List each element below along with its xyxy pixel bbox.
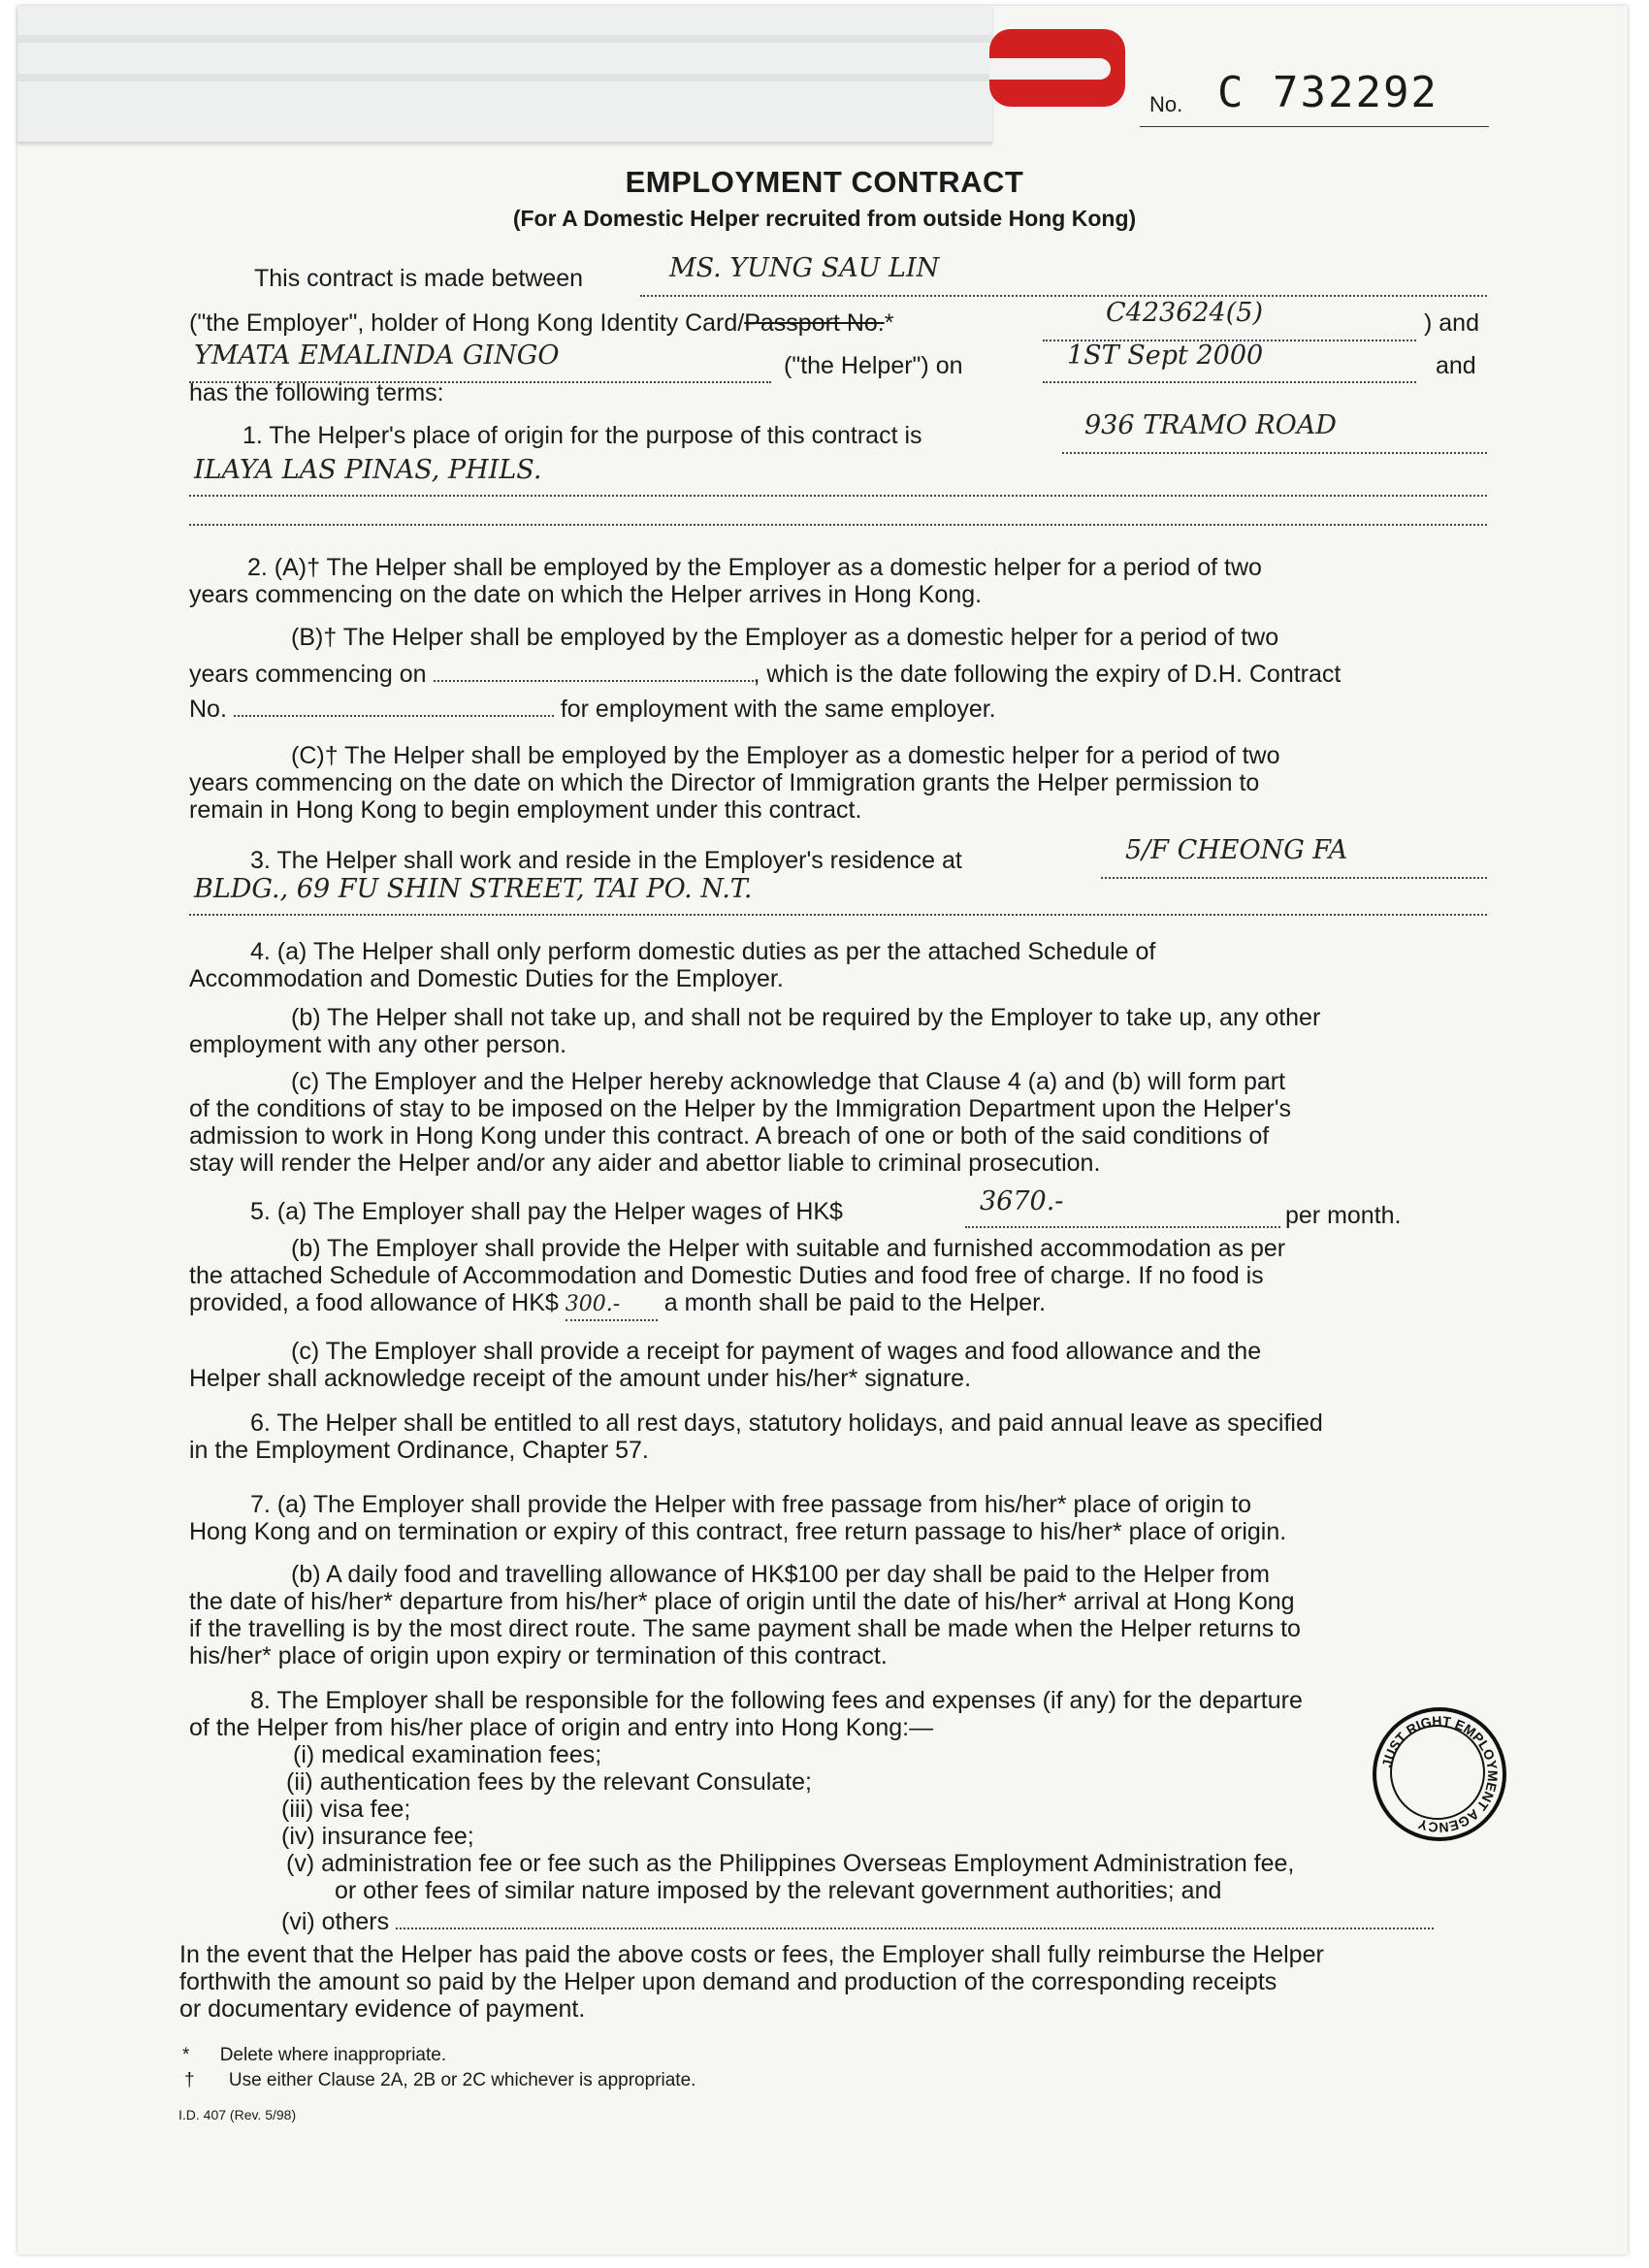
the-helper-on-text: ("the Helper") on [784,352,963,379]
employer-id-number: C423624(5) [1106,298,1263,328]
no-text: No. [189,696,227,723]
clause-1-text: 1. The Helper's place of origin for the purpose of this contract is [242,422,922,449]
commencing-on-text: years commencing on [189,661,427,688]
stamp-text [1376,1711,1503,1837]
clause-4b-line-1: (b) The Helper shall not take up, and shall not be required by the Employer to take up, any other [291,1004,1321,1031]
fee-item-v-line-1: (v) administration fee or fee such as the Philippines Overseas Employment Administration fee, [286,1850,1295,1877]
intro-line-2 [189,308,893,338]
footnote-clause [184,2070,695,2091]
fee-item-i: (i) medical examination fees; [293,1741,602,1768]
svg-text:JUST RIGHT EMPLOYMENT AGENCY [1379,1713,1502,1835]
clause-4b-line-2: employment with any other person. [189,1031,567,1058]
origin-line-c [189,524,1487,526]
stamp-text-path: JUST RIGHT EMPLOYMENT AGENCY [1378,1712,1502,1836]
origin-address-b: ILAYA LAS PINAS, PHILS. [194,455,542,485]
employer-name-line [640,295,1487,297]
paid-to-helper-text: a month shall be paid to the Helper. [663,1289,1047,1316]
clause-2b-line-2 [189,660,1341,689]
clause-3-text: 3. The Helper shall work and reside in the Employer's residence at [250,847,962,874]
food-allowance-amount: 300.- [566,1290,658,1321]
clause-4c-line-3: admission to work in Hong Kong under this contract. A breach of one or both of the said conditions of [189,1122,1270,1150]
attached-label-strip [17,6,992,143]
wage-line [965,1226,1280,1228]
clause-5b-line-2: the attached Schedule of Accommodation and Domestic Duties and food free of charge. If no food is [189,1262,1264,1289]
clause-8-line-1: 8. The Employer shall be responsible for the following fees and expenses (if any) for the departure [250,1687,1303,1714]
clause-8-line-2: of the Helper from his/her place of origin and entry into Hong Kong:— [189,1714,934,1741]
holder-of-text: ("the Employer", holder of Hong Kong Identity Card/ [189,309,745,337]
others-blank [396,1928,1434,1929]
reimbursement-line-3: or documentary evidence of payment. [179,1995,586,2023]
date-line [1043,381,1416,383]
clause-5b-line-3 [189,1288,1046,1321]
fee-item-vi [281,1907,1434,1936]
clause-2b-line-3 [189,695,996,724]
reimbursement-line-1: In the event that the Helper has paid the above costs or fees, the Employer shall fully reimburse the Helper [179,1941,1324,1968]
others-text: (vi) others [281,1908,390,1935]
per-month-text: per month. [1285,1202,1402,1229]
residence-line-b [189,914,1487,916]
contract-no-blank [234,715,554,717]
same-employer-text: for employment with the same employer. [560,696,996,723]
clause-4c-line-2: of the conditions of stay to be imposed on the Helper by the Immigration Department upon the Helper's [189,1095,1291,1122]
footnote-star-mark: * [182,2045,190,2065]
clause-6-line-1: 6. The Helper shall be entitled to all rest days, statutory holidays, and paid annual leave as specified [250,1409,1323,1437]
clause-7b-line-4: his/her* place of origin upon expiry or termination of this contract. [189,1642,888,1669]
footnote-delete-text: Delete where inappropriate. [219,2045,447,2065]
fee-item-ii: (ii) authentication fees by the relevant Consulate; [286,1768,812,1796]
clause-5c-line-1: (c) The Employer shall provide a receipt for payment of wages and food allowance and the [291,1338,1262,1365]
and-text-1: ) and [1424,309,1479,337]
residence-address-b: BLDG., 69 FU SHIN STREET, TAI PO. N.T. [194,874,753,904]
footnote-delete [182,2045,446,2066]
monthly-wage: 3670.- [980,1186,1064,1216]
clause-2b-line-1: (B)† The Helper shall be employed by the Employer as a domestic helper for a period of two [291,624,1279,651]
expiry-text: , which is the date following the expiry of D.H. Contract [753,661,1342,688]
clause-2c-line-2: years commencing on the date on which the Director of Immigration grants the Helper permission to [189,769,1260,796]
fee-item-iii: (iii) visa fee; [281,1796,411,1823]
strip-band [17,35,992,43]
clause-7b-line-1: (b) A daily food and travelling allowance of HK$100 per day shall be paid to the Helper from [291,1561,1270,1588]
fee-item-v-line-2: or other fees of similar nature imposed by the relevant government authorities; and [335,1877,1222,1904]
clause-5c-line-2: Helper shall acknowledge receipt of the amount under his/her* signature. [189,1365,972,1392]
clause-5a-line: 5. (a) The Employer shall pay the Helper wages of HK$ [250,1198,843,1225]
clause-5b-line-1: (b) The Employer shall provide the Helper with suitable and furnished accommodation as per [291,1235,1286,1262]
asterisk-mark: * [884,309,894,337]
origin-address-a: 936 TRAMO ROAD [1084,410,1337,440]
form-number: I.D. 407 (Rev. 5/98) [178,2107,297,2122]
clause-2c-line-1: (C)† The Helper shall be employed by the Employer as a domestic helper for a period of two [291,742,1280,769]
clause-7a-line-1: 7. (a) The Employer shall provide the Helper with free passage from his/her* place of origin to [250,1491,1251,1518]
clause-4a-line-1: 4. (a) The Helper shall only perform domestic duties as per the attached Schedule of [250,938,1156,965]
page-subtitle: (For A Domestic Helper recruited from outside Hong Kong) [512,206,1137,231]
helper-name: YMATA EMALINDA GINGO [194,340,560,371]
clause-2a-line-1: 2. (A)† The Helper shall be employed by the Employer as a domestic helper for a period of two [247,554,1262,581]
contract-date: 1ST Sept 2000 [1067,340,1264,371]
passport-struck-text: Passport No. [744,309,885,337]
clause-4c-line-1: (c) The Employer and the Helper hereby acknowledge that Clause 4 (a) and (b) will form part [291,1068,1286,1095]
fee-item-iv: (iv) insurance fee; [281,1823,474,1850]
residence-line-a [1101,877,1487,879]
origin-line-b [189,495,1487,497]
commencing-date-blank [434,680,754,682]
clause-2a-line-2: years commencing on the date on which the Helper arrives in Hong Kong. [189,581,983,608]
employer-name: MS. YUNG SAU LIN [669,253,940,283]
clause-7b-line-3: if the travelling is by the most direct route. The same payment shall be made when the Helper returns to [189,1615,1301,1642]
footnote-clause-text: Use either Clause 2A, 2B or 2C whichever is appropriate. [228,2070,696,2090]
made-between-text: This contract is made between [254,265,584,292]
clause-7b-line-2: the date of his/her* departure from his/her* place of origin until the date of his/her* arrival at Hong Kong [189,1588,1295,1615]
footnote-dagger-mark: † [184,2070,195,2090]
clause-7a-line-2: Hong Kong and on termination or expiry of this contract, free return passage to his/her* place of origin. [189,1518,1287,1545]
clause-2c-line-3: remain in Hong Kong to begin employment under this contract. [189,796,862,824]
serial-underline [1140,126,1489,127]
origin-line-a [1062,452,1487,454]
intro-line-1 [254,264,583,293]
strip-band [17,74,992,81]
red-paper-clip [989,29,1125,107]
residence-address-a: 5/F CHEONG FA [1125,835,1348,865]
terms-text: has the following terms: [189,379,444,406]
page-title: EMPLOYMENT CONTRACT [625,165,1024,199]
clause-4a-line-2: Accommodation and Domestic Duties for the Employer. [189,965,784,992]
serial-label: No. [1149,92,1183,116]
agency-stamp [1373,1707,1506,1841]
reimbursement-line-2: forthwith the amount so paid by the Helper upon demand and production of the corresponding receipts [179,1968,1277,1995]
clause-4c-line-4: stay will render the Helper and/or any aider and abettor liable to criminal prosecution. [189,1150,1101,1177]
serial-number: C 732292 [1217,68,1439,117]
food-allowance-text: provided, a food allowance of HK$ [189,1289,559,1316]
clause-6-line-2: in the Employment Ordinance, Chapter 57. [189,1437,649,1464]
and-text-2: and [1436,352,1476,379]
